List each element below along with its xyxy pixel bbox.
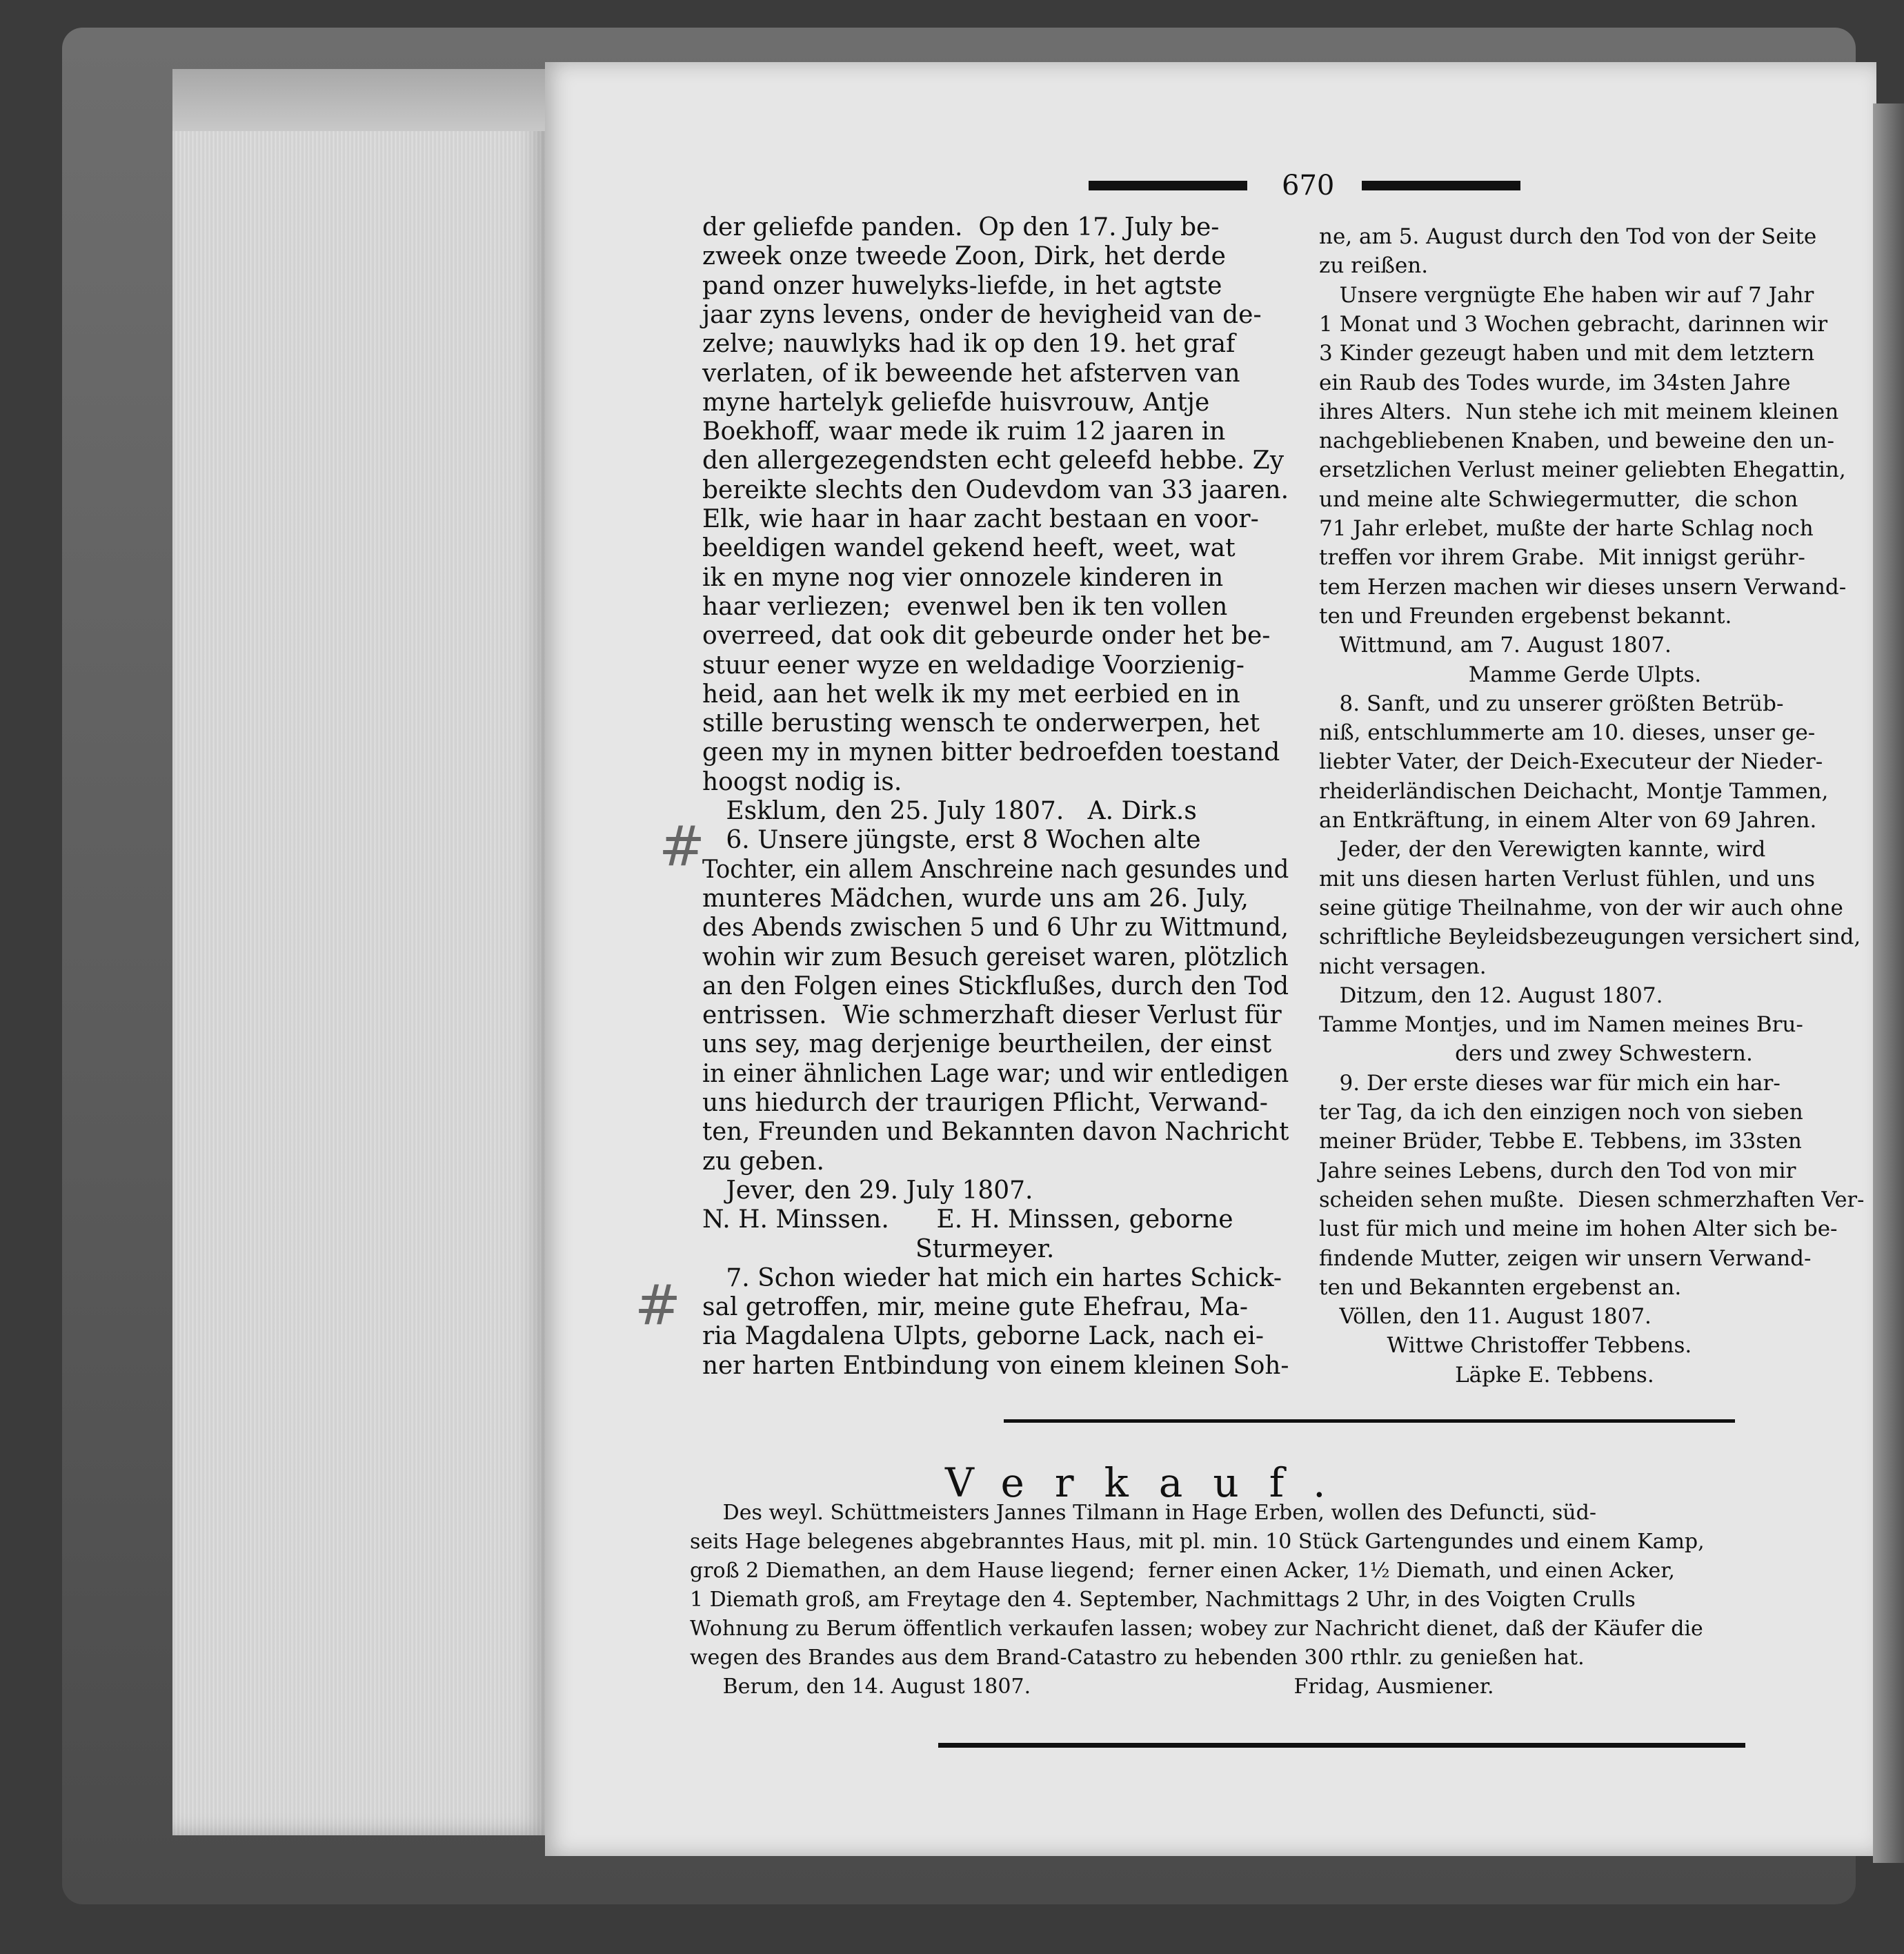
- right-column-line: Völlen, den 11. August 1807.: [1319, 1304, 1652, 1330]
- margin-mark-2: #: [635, 1273, 682, 1337]
- right-column-line: Jeder, der den Verewigten kannte, wird: [1319, 837, 1766, 862]
- left-column-line: der geliefde panden. Op den 17. July be-: [702, 213, 1220, 241]
- right-column-line: ein Raub des Todes wurde, im 34sten Jahre: [1319, 370, 1791, 395]
- footer-rule: [938, 1743, 1745, 1748]
- right-column-line: seine gütige Theilnahme, von der wir auch ohne: [1319, 895, 1843, 920]
- left-column-line: myne hartelyk geliefde huisvrouw, Antje: [702, 388, 1210, 417]
- left-column-line: uns hiedurch der traurigen Pflicht, Verwand-: [702, 1089, 1268, 1117]
- right-column-line: Tamme Montjes, und im Namen meines Bru-: [1319, 1012, 1803, 1038]
- left-column-line: jaar zyns levens, onder de hevigheid van de-: [702, 300, 1262, 329]
- left-column-line: beeldigen wandel gekend heeft, weet, wat: [702, 534, 1236, 563]
- left-column-line: 7. Schon wieder hat mich ein hartes Schick-: [702, 1263, 1282, 1292]
- left-column-line: bereikte slechts den Oudevdom van 33 jaaren.: [702, 475, 1289, 504]
- left-column-line: haar verliezen; evenwel ben ik ten vollen: [702, 592, 1228, 621]
- verkauf-line: wegen des Brandes aus dem Brand-Catastro zu hebenden 300 rthlr. zu genießen hat.: [690, 1646, 1585, 1670]
- right-column-line: 9. Der erste dieses war für mich ein har-: [1319, 1070, 1781, 1096]
- right-column-line: ne, am 5. August durch den Tod von der Seite: [1319, 224, 1817, 249]
- left-column-line: geen my in mynen bitter bedroefden toestand: [702, 738, 1280, 767]
- right-column-line: ten und Bekannten ergebenst an.: [1319, 1274, 1682, 1300]
- left-column-line: wohin wir zum Besuch gereiset waren, plötzlich: [702, 943, 1289, 971]
- right-column-line: und meine alte Schwiegermutter, die schon: [1319, 486, 1798, 512]
- right-column-line: rheiderländischen Deichacht, Montje Tammen,: [1319, 778, 1829, 804]
- right-column-line: scheiden sehen mußte. Diesen schmerzhaften Ver-: [1319, 1187, 1865, 1212]
- left-column-line: overreed, dat ook dit gebeurde onder het be-: [702, 622, 1271, 651]
- left-column-line: pand onzer huwelyks-liefde, in het agtste: [702, 271, 1222, 300]
- right-column-line: Mamme Gerde Ulpts.: [1319, 662, 1702, 687]
- left-column-line: Sturmeyer.: [702, 1234, 1055, 1263]
- left-column-line: zelve; nauwlyks had ik op den 19. het graf: [702, 330, 1236, 359]
- left-column-line: uns sey, mag derjenige beurtheilen, der einst: [702, 1030, 1272, 1059]
- right-column-line: meiner Brüder, Tebbe E. Tebbens, im 33sten: [1319, 1129, 1802, 1154]
- left-column-line: ik en myne nog vier onnozele kinderen in: [702, 563, 1224, 592]
- left-column-line: in einer ähnlichen Lage war; und wir entledigen: [702, 1059, 1289, 1088]
- verkauf-line: seits Hage belegenes abgebranntes Haus, mit pl. min. 10 Stück Gartengundes und einem Kamp,: [690, 1530, 1705, 1554]
- page-block-edge: [172, 69, 552, 1835]
- left-column-line: munteres Mädchen, wurde uns am 26. July,: [702, 884, 1249, 913]
- left-column-line: hoogst nodig is.: [702, 767, 902, 796]
- right-column-line: ersetzlichen Verlust meiner geliebten Ehegattin,: [1319, 457, 1846, 483]
- header-rule-right: [1362, 181, 1520, 190]
- right-column-line: Ditzum, den 12. August 1807.: [1319, 983, 1663, 1008]
- left-column-line: ner harten Entbindung von einem kleinen Soh-: [702, 1351, 1289, 1380]
- gutter-shadow: [1873, 103, 1904, 1863]
- right-column-line: lust für mich und meine im hohen Alter sich be-: [1319, 1216, 1838, 1242]
- right-column-line: Läpke E. Tebbens.: [1319, 1362, 1654, 1388]
- right-column-line: 3 Kinder gezeugt haben und mit dem letztern: [1319, 341, 1815, 366]
- right-column-line: ders und zwey Schwestern.: [1319, 1041, 1753, 1067]
- right-column-line: nicht versagen.: [1319, 954, 1487, 979]
- left-column-line: an den Folgen eines Stickflußes, durch den Tod: [702, 971, 1289, 1000]
- right-column-line: 1 Monat und 3 Wochen gebracht, darinnen wir: [1319, 311, 1828, 337]
- left-column-line: den allergezegendsten echt geleefd hebbe. Zy: [702, 446, 1285, 475]
- right-column-line: zu reißen.: [1319, 253, 1429, 279]
- left-column-line: Boekhoff, waar mede ik ruim 12 jaaren in: [702, 417, 1226, 446]
- right-column-line: nachgebliebenen Knaben, und beweine den un-: [1319, 428, 1834, 454]
- right-column-line: niß, entschlummerte am 10. dieses, unser ge-: [1319, 720, 1816, 746]
- right-column-line: ten und Freunden ergebenst bekannt.: [1319, 603, 1732, 629]
- right-column-line: liebter Vater, der Deich-Executeur der Nieder-: [1319, 749, 1823, 775]
- right-column-line: 8. Sanft, und zu unserer größten Betrüb-: [1319, 691, 1784, 716]
- section-divider: [1004, 1419, 1735, 1423]
- right-column-line: ter Tag, da ich den einzigen noch von sieben: [1319, 1100, 1803, 1125]
- left-column-line: sal getroffen, mir, meine gute Ehefrau, Ma-: [702, 1293, 1248, 1322]
- verkauf-line: Berum, den 14. August 1807. Fridag, Ausmiener.: [690, 1675, 1494, 1699]
- verkauf-line: Wohnung zu Berum öffentlich verkaufen lassen; wobey zur Nachricht dienet, daß der Käufer die: [690, 1617, 1703, 1641]
- right-column-line: 71 Jahr erlebet, mußte der harte Schlag noch: [1319, 516, 1814, 541]
- margin-mark-1: #: [659, 814, 706, 878]
- left-column-line: N. H. Minssen. E. H. Minssen, geborne: [702, 1205, 1233, 1234]
- section-title-verkauf: Verkauf.: [945, 1459, 1356, 1506]
- right-column-line: mit uns diesen harten Verlust fühlen, und uns: [1319, 866, 1815, 891]
- left-column-line: verlaten, of ik beweende het afsterven van: [702, 359, 1240, 388]
- left-column-line: ten, Freunden und Bekannten davon Nachricht: [702, 1118, 1289, 1147]
- page-number: 670: [1282, 170, 1335, 201]
- right-column-line: treffen vor ihrem Grabe. Mit innigst gerühr-: [1319, 545, 1805, 571]
- left-column-line: zweek onze tweede Zoon, Dirk, het derde: [702, 242, 1226, 271]
- right-column-line: Unsere vergnügte Ehe haben wir auf 7 Jahr: [1319, 282, 1814, 308]
- left-column-line: ria Magdalena Ulpts, geborne Lack, nach ei-: [702, 1322, 1265, 1351]
- right-column-line: Wittwe Christoffer Tebbens.: [1319, 1333, 1692, 1359]
- right-column-line: ihres Alters. Nun stehe ich mit meinem kleinen: [1319, 399, 1839, 424]
- left-column-line: Elk, wie haar in haar zacht bestaan en voor-: [702, 505, 1259, 533]
- left-column-line: Esklum, den 25. July 1807. A. Dirk.s: [702, 797, 1197, 825]
- left-column-line: stuur eener wyze en weldadige Voorzienig-: [702, 651, 1244, 680]
- right-column-line: schriftliche Beyleidsbezeugungen versichert sind,: [1319, 925, 1861, 950]
- page-block-top: [172, 69, 552, 131]
- right-column-line: findende Mutter, zeigen wir unsern Verwand-: [1319, 1245, 1812, 1271]
- left-column-line: entrissen. Wie schmerzhaft dieser Verlust für: [702, 1001, 1282, 1030]
- verkauf-line: Des weyl. Schüttmeisters Jannes Tilmann in Hage Erben, wollen des Defuncti, süd-: [690, 1501, 1596, 1525]
- left-column-line: Jever, den 29. July 1807.: [702, 1176, 1033, 1205]
- right-column-line: Wittmund, am 7. August 1807.: [1319, 633, 1672, 658]
- header-rule-left: [1089, 181, 1247, 190]
- right-column-line: tem Herzen machen wir dieses unsern Verwand-: [1319, 574, 1847, 600]
- left-column-line: des Abends zwischen 5 und 6 Uhr zu Wittmund,: [702, 914, 1289, 943]
- left-column-line: zu geben.: [702, 1147, 824, 1176]
- left-column-line: 6. Unsere jüngste, erst 8 Wochen alte: [702, 826, 1201, 855]
- left-column-line: stille berusting wensch te onderwerpen, het: [702, 709, 1260, 738]
- left-column-line: Tochter, ein allem Anschreine nach gesundes und: [702, 855, 1289, 884]
- right-column-line: Jahre seines Lebens, durch den Tod von mir: [1319, 1158, 1796, 1183]
- right-column-line: an Entkräftung, in einem Alter von 69 Jahren.: [1319, 808, 1817, 833]
- verkauf-line: 1 Diemath groß, am Freytage den 4. September, Nachmittags 2 Uhr, in des Voigten Crulls: [690, 1588, 1636, 1612]
- verkauf-line: groß 2 Diemathen, an dem Hause liegend; ferner einen Acker, 1½ Diemath, und einen Acker,: [690, 1559, 1675, 1583]
- left-column-line: heid, aan het welk ik my met eerbied en in: [702, 680, 1240, 709]
